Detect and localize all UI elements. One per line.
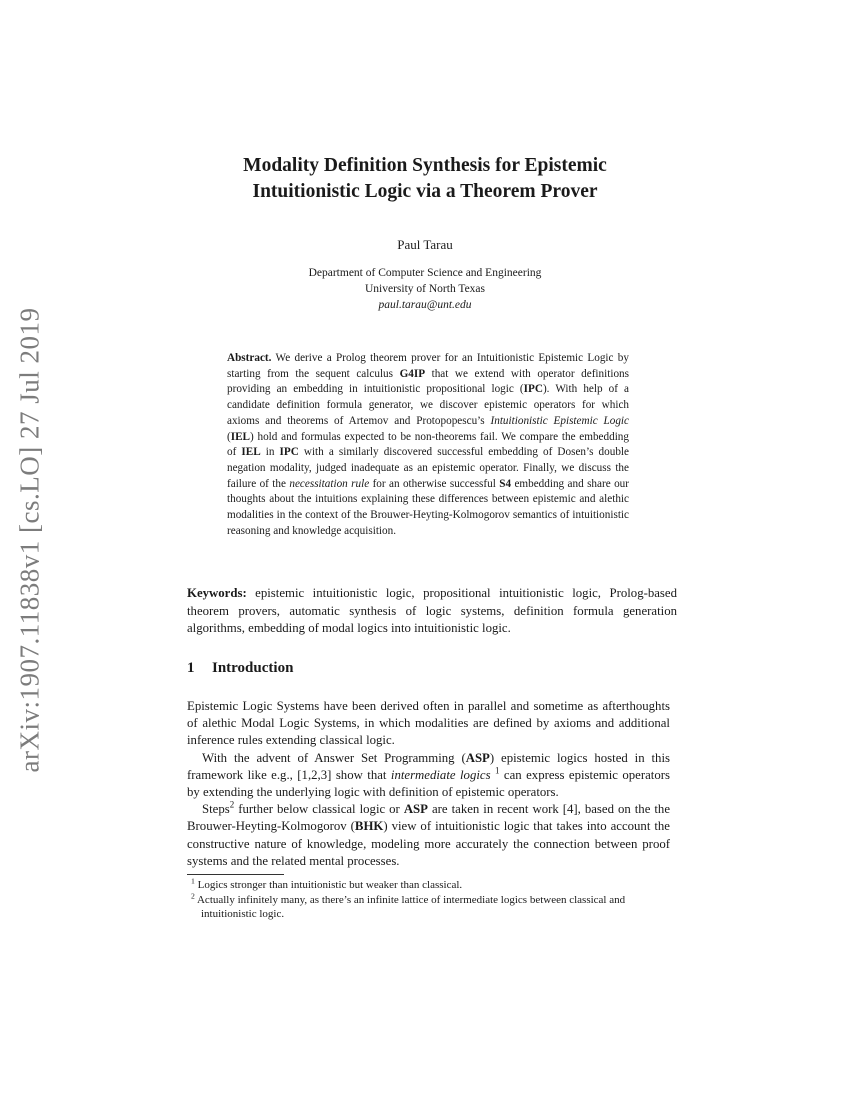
arxiv-side-stamp <box>0 300 60 780</box>
affiliation-university: University of North Texas <box>364 283 486 295</box>
footnote-ref-1[interactable]: 1 <box>495 765 500 776</box>
author-name: Paul Tarau <box>397 237 453 252</box>
paragraph-1: Epistemic Logic Systems have been derived often in parallel and sometime as afterthoughts of alethic Modal Logic Systems, in which modalities are defined by axioms and additional inference rules extending classical logic. <box>187 699 670 748</box>
title-line-2: Intuitionistic Logic via a Theorem Prover <box>252 181 598 202</box>
footnote-divider <box>187 874 284 875</box>
paper-title <box>0 153 850 205</box>
keywords-text: epistemic intuitionistic logic, propositional intuitionistic logic, Prolog-based theorem provers, automatic synthesis of logic systems, definition formula generation algorithms, embedding of modal logics into intuitionistic logic. <box>187 586 677 635</box>
keywords <box>187 585 677 638</box>
affiliation <box>0 265 850 313</box>
intro-body <box>187 698 670 870</box>
section-title: Introduction <box>212 660 294 676</box>
affiliation-department: Department of Computer Science and Engineering <box>308 267 542 279</box>
arxiv-identifier: arXiv:1907.11838v1 [cs.LO] 27 Jul 2019 <box>14 307 45 773</box>
footnote-2: $^2$ Actually infinitely many, as there’s an infinite lattice of intermediate logics between classical and intuitionistic logic. <box>191 890 626 920</box>
author-email[interactable]: paul.tarau@unt.edu <box>378 299 472 311</box>
abstract: Abstract. We derive a Prolog theorem prover for an Intuitionistic Epistemic Logic by starting from the sequent calculus G4IP that we extend with operator definitions providing an embedding in intuitionistic propositional logic (IPC). With help of a candidate definition formula generator, we discover epistemic operators for which axioms and theorems of Artemov and Protopopescu’s Intuitionistic Epistemic Logic (IEL) hold and formulas expected to be non-theorems fail. We compare the embedding of IEL in IPC with a similarly discovered successful embedding of Dosen’s double negation modality, judged inadequate as an epistemic operator. Finally, we discuss the failure of the necessitation rule for an otherwise successful S4 embedding and share our thoughts about the intuitions explaining these differences between epistemic and alethic modalities in the context of the Brouwer-Heyting-Kolmogorov semantics of intuitionistic reasoning and knowledge acquisition. <box>227 352 630 537</box>
title-line-1: Modality Definition Synthesis for Epistemic <box>243 155 607 176</box>
paragraph-3: Steps$^2$ further below classical logic or ASP are taken in recent work [4], based on the the Brouwer-Heyting-Kolmogorov (BHK) view of intuitionistic logic that takes into account the constructive nature of knowledge, modeling more accurately the connection between proof systems and the related mental processes. <box>187 799 670 868</box>
abstract-label: Abstract. <box>227 352 272 364</box>
paragraph-2: With the advent of Answer Set Programming (ASP) epistemic logics hosted in this framework like e.g., [1,2,3] show that intermediate logics $^1$ can express epistemic operators by extending the underlying logic with definition of epistemic operators. <box>187 750 670 800</box>
footnotes <box>187 878 670 922</box>
footnote-ref-2[interactable]: 2 <box>229 799 235 810</box>
section-number: 1 <box>187 660 195 676</box>
keywords-label: Keywords: <box>187 586 247 600</box>
section-heading <box>187 660 293 677</box>
footnote-1: $^1$ Logics stronger than intuitionistic but weaker than classical. <box>191 876 463 891</box>
